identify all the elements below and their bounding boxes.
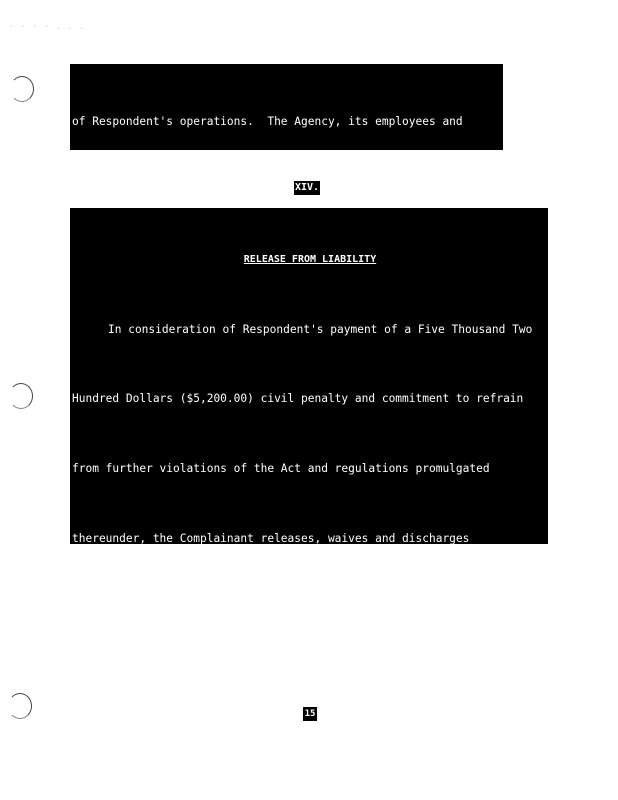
scan-artifact: · · · · . . .	[10, 22, 87, 32]
top-line-1: of Respondent's operations. The Agency, its employees and	[72, 115, 463, 129]
para1-line-2: Hundred Dollars ($5,200.00) civil penalty and commitment to refrain	[72, 392, 524, 406]
release-section-block	[70, 208, 548, 544]
section-heading: RELEASE FROM LIABILITY	[243, 254, 377, 266]
para1-line-1	[72, 318, 548, 341]
top-text-block	[70, 64, 503, 150]
page-number: 15	[304, 709, 316, 719]
section-number: XIV.	[294, 182, 320, 193]
para1-line-4: thereunder, the Complainant releases, waives and discharges	[72, 531, 470, 544]
punch-hole-top	[10, 76, 34, 102]
para1-line-3: from further violations of the Act and regulations promulgated	[72, 462, 490, 475]
punch-hole-bottom	[8, 693, 32, 719]
para1-line-1-text: In consideration of Respondent's payment of a Five Thousand Two	[108, 322, 533, 336]
punch-hole-middle	[9, 383, 33, 409]
